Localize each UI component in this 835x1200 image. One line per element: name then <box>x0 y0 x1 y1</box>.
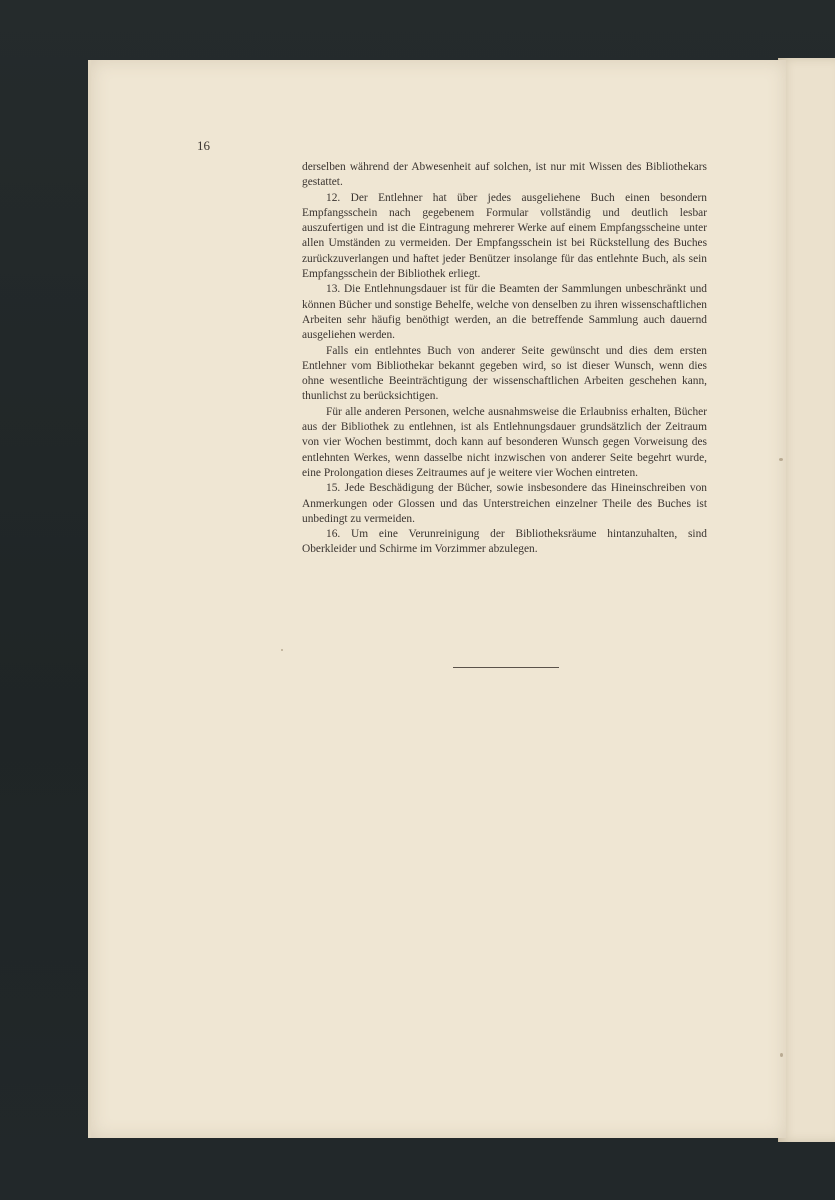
end-rule <box>453 667 559 668</box>
body-text <box>302 160 707 558</box>
paper-speck <box>281 649 283 651</box>
paragraph-13-others: Für alle anderen Personen, welche ausnahmsweise die Erlaubniss erhalten, Bücher aus der Bibliothek zu entlehnen, ist als Entlehnungsdauer grundsätzlich der Zeitraum von vier Wochen bestimmt, doch kann auf besonderen Wunsch gegen Vorweisung des entlehnten Werkes, wenn dasselbe nicht inzwischen von anderer Seite begehrt wurde, eine Prolongation dieses Zeitraumes auf je weitere vier Wochen eintreten. <box>302 405 707 479</box>
paragraph-15: 15. Jede Beschädigung der Bücher, sowie insbesondere das Hineinschreiben von Anmerkungen oder Glossen und das Unterstreichen einzelner Theile des Buches ist unbedingt zu vermeiden. <box>302 482 707 525</box>
facing-page-edge <box>778 58 835 1142</box>
paper-speck <box>780 1053 783 1057</box>
paragraph-13: 13. Die Entlehnungsdauer ist für die Beamten der Sammlungen unbeschränkt und können Bücher und sonstige Behelfe, welche von denselben zu ihren wissenschaftlichen Arbeiten sehr häufig benöthigt werden, an die betreffende Sammlung auch dauernd ausgeliehen werden. <box>302 283 707 342</box>
paragraph-13-wish: Falls ein entlehntes Buch von anderer Seite gewünscht und dies dem ersten Entlehner vom Bibliothekar bekannt gegeben wird, so ist dieser Wunsch, wenn dies ohne wesentliche Beeinträchtigung der wissenschaftlichen Arbeiten geschehen kann, thunlichst zu berücksichtigen. <box>302 344 707 403</box>
page-number: 16 <box>197 138 210 153</box>
paragraph-continuation: derselben während der Abwesenheit auf solchen, ist nur mit Wissen des Bibliothekars gestattet. <box>302 161 707 189</box>
paragraph-12: 12. Der Entlehner hat über jedes ausgeliehene Buch einen besondern Empfangsschein nach gegebenem Formular vollständig und deutlich lesbar auszufertigen und ist die Eintragung mehrerer Werke auf einem Empfangsscheine unter allen Umständen zu vermeiden. Der Empfangsschein ist bei Rückstellung des Buches zurückzuverlangen und haftet jeder Benützer insolange für das entlehnte Buch, als sein Empfangsschein der Bibliothek erliegt. <box>302 191 707 281</box>
paper-speck <box>779 458 783 461</box>
paragraph-16: 16. Um eine Verunreinigung der Bibliotheksräume hintanzuhalten, sind Oberkleider und Schirme im Vorzimmer abzulegen. <box>302 528 707 556</box>
